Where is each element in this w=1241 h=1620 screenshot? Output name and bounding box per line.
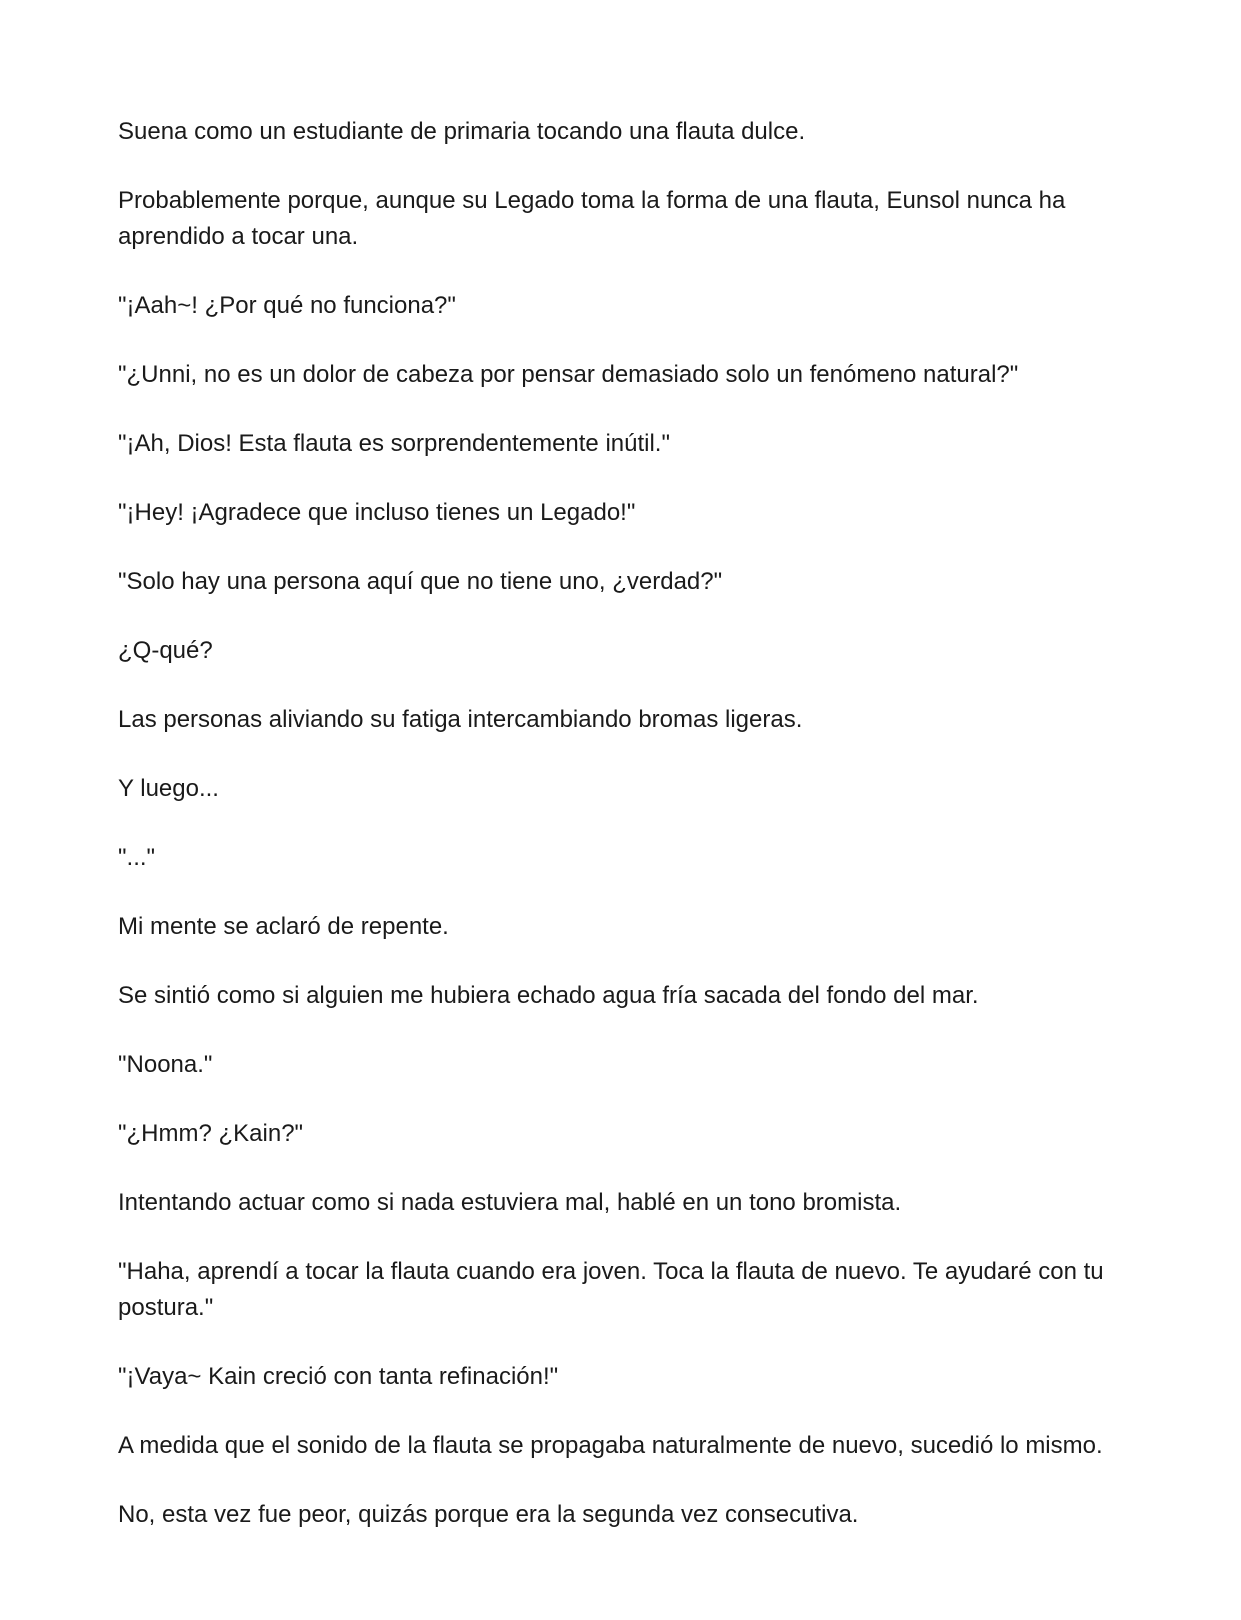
paragraph: "Haha, aprendí a tocar la flauta cuando era joven. Toca la flauta de nuevo. Te ayudaré con tu postura." <box>118 1258 1104 1321</box>
paragraph: Se sintió como si alguien me hubiera echado agua fría sacada del fondo del mar. <box>118 982 979 1009</box>
paragraph: ¿Q-qué? <box>118 637 213 664</box>
paragraph: Mi mente se aclaró de repente. <box>118 913 449 940</box>
paragraph: Intentando actuar como si nada estuviera mal, hablé en un tono bromista. <box>118 1189 902 1216</box>
paragraph: Y luego... <box>118 775 219 802</box>
paragraph: "..." <box>118 844 156 871</box>
paragraph: "¿Unni, no es un dolor de cabeza por pensar demasiado solo un fenómeno natural?" <box>118 361 1019 388</box>
paragraph: "¡Aah~! ¿Por qué no funciona?" <box>118 292 456 319</box>
paragraph: Probablemente porque, aunque su Legado toma la forma de una flauta, Eunsol nunca ha aprendido a tocar una. <box>118 187 1066 250</box>
paragraph: "Noona." <box>118 1051 213 1078</box>
text-column <box>118 114 1128 1566</box>
paragraph: "¿Hmm? ¿Kain?" <box>118 1120 304 1147</box>
paragraph: Las personas aliviando su fatiga intercambiando bromas ligeras. <box>118 706 803 733</box>
paragraph: No, esta vez fue peor, quizás porque era la segunda vez consecutiva. <box>118 1501 859 1528</box>
paragraph: "Solo hay una persona aquí que no tiene uno, ¿verdad?" <box>118 568 723 595</box>
paragraph: A medida que el sonido de la flauta se propagaba naturalmente de nuevo, sucedió lo mismo. <box>118 1432 1103 1459</box>
paragraph: "¡Vaya~ Kain creció con tanta refinación!" <box>118 1363 559 1390</box>
paragraph: "¡Hey! ¡Agradece que incluso tienes un Legado!" <box>118 499 636 526</box>
paragraph: "¡Ah, Dios! Esta flauta es sorprendentemente inútil." <box>118 430 670 457</box>
paragraph: Suena como un estudiante de primaria tocando una flauta dulce. <box>118 118 806 145</box>
